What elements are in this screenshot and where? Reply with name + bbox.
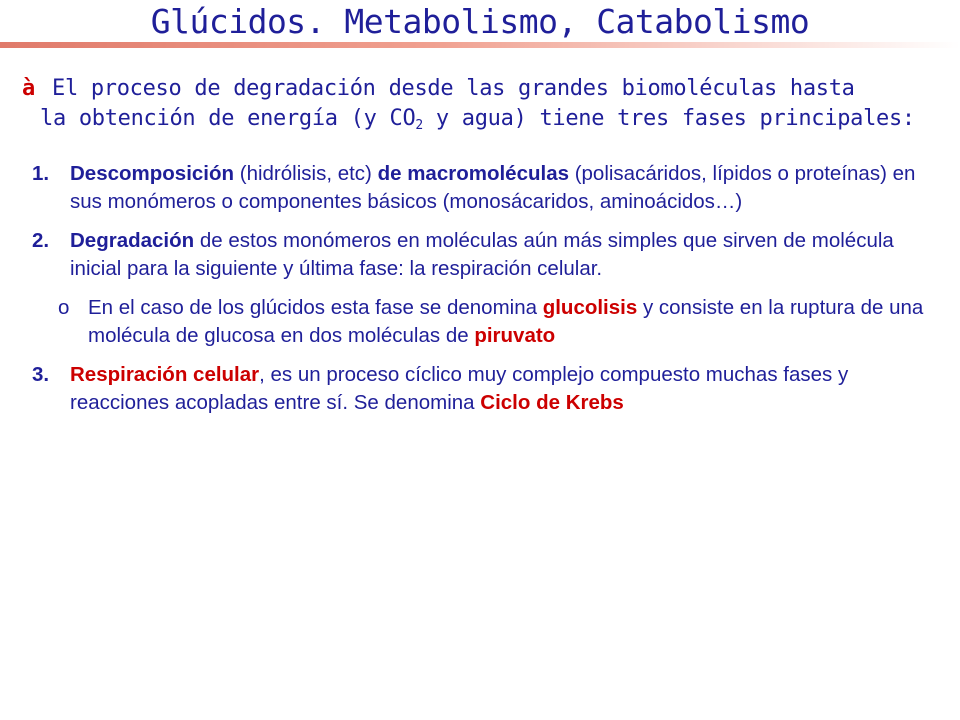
co2-subscript: 2 — [415, 118, 423, 133]
intro-line-2 — [22, 104, 952, 134]
intro-line-2-text-b: y agua) tiene tres fases principales: — [422, 106, 915, 131]
item-1-text-2: (polisacáridos, lípidos o proteínas) en sus monómeros o componentes básicos (monosácaridos, aminoácidos…) — [70, 162, 916, 213]
item-number: 2. — [32, 229, 50, 252]
item-1-text-1: (hidrólisis, etc) — [234, 162, 378, 185]
item-1-bold-1: Descomposición — [70, 162, 235, 185]
phases-list — [32, 160, 947, 428]
intro-line-2-text-a: la obtención de energía (y CO — [40, 106, 416, 131]
intro-line-1: El proceso de degradación desde las grandes biomoléculas hasta — [52, 76, 855, 101]
item-2-text-1: de estos monómeros en moléculas aún más simples que sirven de molécula inicial para la siguiente y última fase: la respiración celular. — [70, 229, 894, 280]
item-2-bold-1: Degradación — [70, 229, 195, 252]
list-item-3 — [32, 361, 947, 417]
sub-red-1: glucolisis — [542, 296, 638, 319]
item-1-bold-2: de macromoléculas — [377, 162, 569, 185]
item-3-red-1: Respiración celular — [70, 363, 260, 386]
page-title: Glúcidos. Metabolismo, Catabolismo — [150, 2, 810, 41]
list-item-1 — [32, 160, 947, 216]
circle-bullet-icon: o — [58, 296, 70, 319]
item-number: 3. — [32, 363, 50, 386]
intro-paragraph — [22, 74, 952, 134]
item-number: 1. — [32, 162, 50, 185]
title-underline — [0, 42, 960, 48]
list-item-2 — [32, 227, 947, 283]
sub-text-1: En el caso de los glúcidos esta fase se denomina — [88, 296, 543, 319]
sub-text-2: y consiste en la ruptura de una molécula de glucosa en dos moléculas de — [88, 296, 924, 347]
sub-list-item — [32, 294, 947, 350]
item-3-text-1: , es un proceso cíclico muy complejo compuesto muchas fases y reacciones acopladas entre sí. Se denomina — [70, 363, 849, 414]
arrow-bullet-icon: à — [22, 76, 35, 101]
sub-red-2: piruvato — [474, 324, 556, 347]
item-3-red-2: Ciclo de Krebs — [480, 391, 624, 414]
